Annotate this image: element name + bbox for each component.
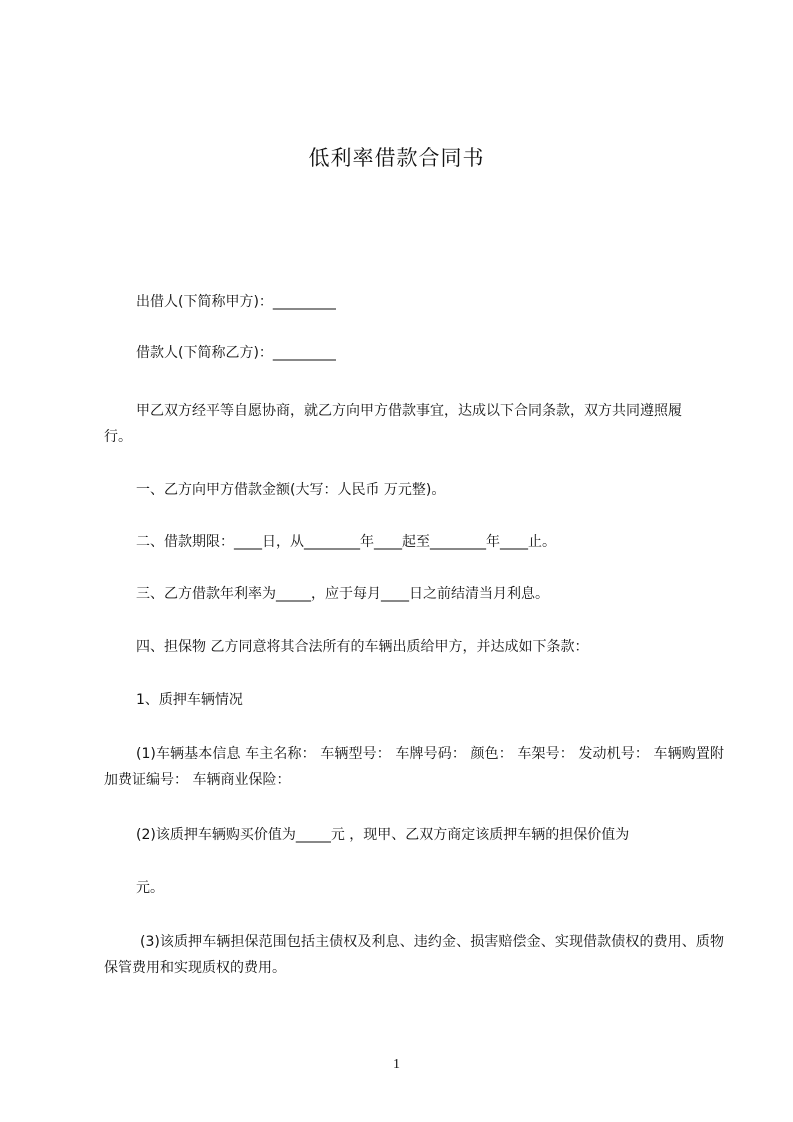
item-vehicle-value: (2)该质押车辆购买价值为_____元 ，现甲、乙双方商定该质押车辆的担保价值为 bbox=[136, 827, 630, 843]
item-guarantee-scope: (3)该质押车辆担保范围包括主债权及利息、违约金、损害赔偿金、实现借款债权的费用、质物保管费用和实现质权的费用。 bbox=[104, 934, 724, 976]
lender-line: 出借人(下简称甲方)：_________ bbox=[136, 294, 336, 310]
clause-term: 二、借款期限：____日，从________年____起至________年____止。 bbox=[136, 534, 556, 550]
document-title: 低利率借款合同书 bbox=[308, 146, 485, 170]
item-vehicle-basic-info: (1)车辆基本信息 车主名称： 车辆型号： 车牌号码： 颜色： 车架号： 发动机号： 车辆购置附加费证编号： 车辆商业保险： bbox=[104, 746, 724, 788]
clause-interest: 三、乙方借款年利率为_____，应于每月____日之前结清当月利息。 bbox=[136, 586, 549, 602]
page-number: 1 bbox=[393, 1057, 400, 1072]
clause-amount: 一、乙方向甲方借款金额(大写：人民币 万元整)。 bbox=[136, 482, 446, 498]
borrower-line: 借款人(下简称乙方)：_________ bbox=[136, 345, 336, 361]
subheading-vehicle-info: 1、质押车辆情况 bbox=[136, 692, 243, 708]
intro-paragraph: 甲乙双方经平等自愿协商，就乙方向甲方借款事宜，达成以下合同条款，双方共同遵照履行。 bbox=[104, 403, 682, 445]
clause-collateral: 四、担保物 乙方同意将其合法所有的车辆出质给甲方，并达成如下条款： bbox=[136, 639, 589, 655]
item-vehicle-value-end: 元。 bbox=[136, 880, 164, 896]
